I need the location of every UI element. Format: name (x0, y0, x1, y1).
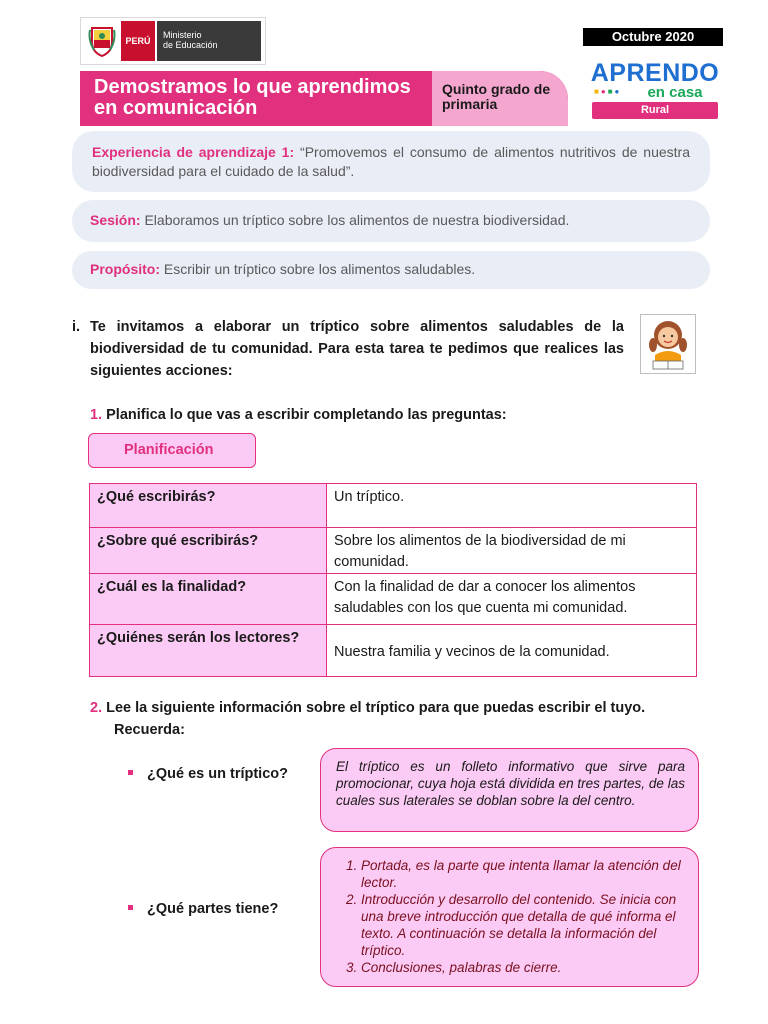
list-item: 1. Portada, es la parte que intenta llamar la atención del lector. (361, 857, 685, 891)
aprendo-en-casa-logo (588, 60, 722, 122)
definition-callout: El tríptico es un folleto informativo que sirve para promocionar, cuya hoja está dividida en tres partes, de las cuales sus laterales se doblan sobre la del centro. (320, 748, 699, 832)
intro-text: Te invitamos a elaborar un tríptico sobre alimentos saludables de la biodiversidad de tu comunidad. Para esta tarea te pedimos que realices las siguientes acciones: (90, 319, 624, 379)
planning-answer: Sobre los alimentos de la biodiversidad de mi comunidad. (327, 528, 697, 574)
table-row (90, 528, 697, 574)
planning-table (89, 483, 697, 677)
table-row (90, 574, 697, 625)
session-label: Sesión: (90, 212, 141, 228)
planning-question: ¿Sobre qué escribirás? (90, 528, 327, 574)
parts-callout (320, 847, 699, 987)
planning-question: ¿Qué escribirás? (90, 484, 327, 528)
session-text: Elaboramos un tríptico sobre los alimentos de nuestra biodiversidad. (144, 212, 570, 228)
page-title: Demostramos lo que aprendimos en comunicación (94, 76, 411, 119)
bullet-square-icon (128, 905, 133, 910)
session-box (72, 200, 710, 242)
ministry-name: Ministerio de Educación (157, 21, 261, 61)
bullet-parts: ¿Qué partes tiene? (128, 901, 278, 917)
rural-tag: Rural (592, 102, 718, 119)
step-1 (90, 404, 507, 426)
planning-question: ¿Quiénes serán los lectores? (90, 625, 327, 677)
coat-of-arms-icon (85, 21, 119, 61)
experience-box (72, 131, 710, 192)
planning-question: ¿Cuál es la finalidad? (90, 574, 327, 625)
table-row (90, 625, 697, 677)
intro-marker: i. (72, 319, 81, 335)
step-1-number: 1. (90, 407, 103, 423)
grade-label: Quinto grado de primaria (432, 71, 568, 126)
peru-flag-label: PERÚ (121, 21, 155, 61)
step-2 (90, 697, 710, 741)
step-1-text: Planifica lo que vas a escribir completando las preguntas: (106, 407, 507, 423)
brand-word: APRENDO (590, 59, 720, 87)
bullet-what-is: ¿Qué es un tríptico? (128, 766, 288, 782)
planning-tag: Planificación (88, 433, 256, 468)
girl-reading-illustration (640, 314, 696, 374)
table-row (90, 484, 697, 528)
recall-label: Recuerda: (114, 722, 185, 738)
purpose-text: Escribir un tríptico sobre los alimentos saludables. (163, 261, 476, 277)
purpose-box (72, 251, 710, 289)
brand-sub: en casa (647, 84, 703, 101)
bullet-square-icon (128, 770, 133, 775)
planning-answer: Nuestra familia y vecinos de la comunidad. (327, 625, 697, 677)
planning-answer: Un tríptico. (327, 484, 697, 528)
list-item: 2. Introducción y desarrollo del contenido. Se inicia con una breve introducción que detalla de qué informa el texto. A continuación se detalla la información del tríptico. (361, 891, 685, 959)
planning-answer: Con la finalidad de dar a conocer los alimentos saludables con los que cuenta mi comunidad. (327, 574, 697, 625)
purpose-label: Propósito: (90, 261, 160, 277)
colored-dots-icon: ■●■● (594, 87, 622, 96)
step-2-number: 2. (90, 700, 103, 716)
intro-paragraph (72, 316, 624, 382)
step-2-text: Lee la siguiente información sobre el tríptico para que puedas escribir el tuyo. (106, 700, 646, 716)
parts-list (337, 857, 685, 976)
experience-text: “Promovemos el consumo de alimentos nutritivos de nuestra biodiversidad para el cuidado de la salud”. (92, 144, 690, 179)
title-banner (80, 71, 568, 126)
date-badge: Octubre 2020 (583, 28, 723, 46)
experience-label: Experiencia de aprendizaje 1: (92, 144, 295, 160)
list-item: 3. Conclusiones, palabras de cierre. (361, 959, 685, 976)
ministry-logo (80, 17, 266, 65)
